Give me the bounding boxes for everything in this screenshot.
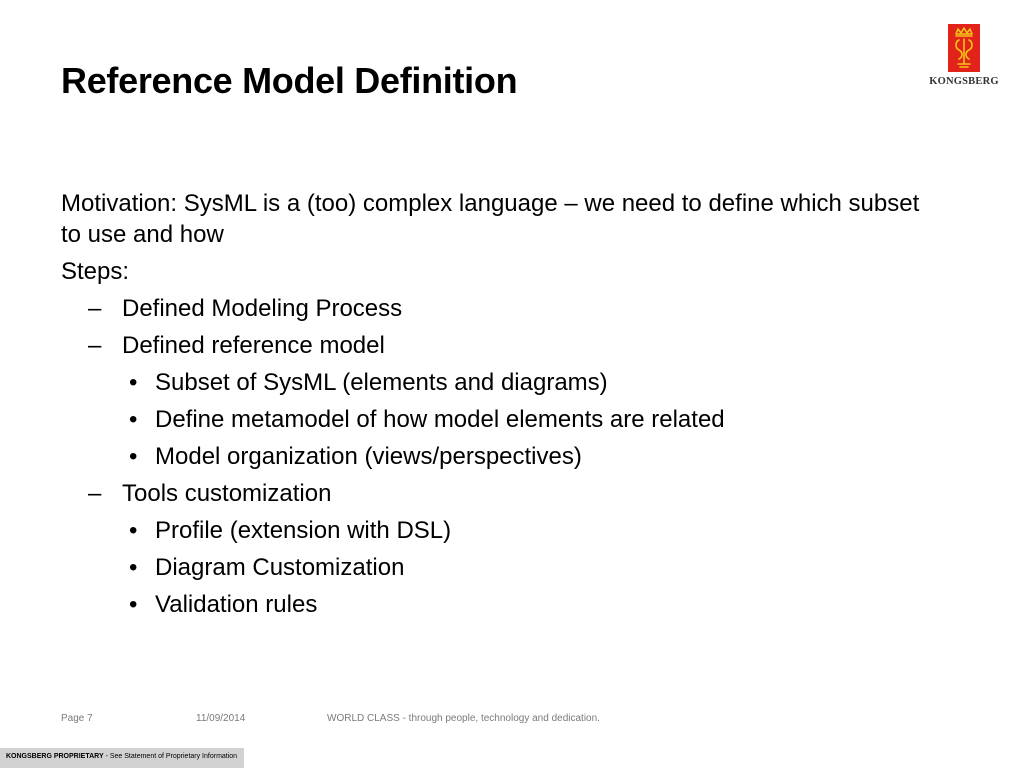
- footer-page-number: Page 7: [61, 713, 93, 724]
- dash-marker: –: [88, 295, 102, 322]
- logo-wordmark: KONGSBERG: [929, 76, 999, 87]
- list-item: [61, 478, 941, 620]
- sub-step-label: Validation rules: [155, 591, 318, 618]
- bullet-marker: •: [129, 406, 138, 433]
- list-item: [61, 293, 941, 324]
- step-label: Tools customization: [122, 480, 332, 507]
- list-item: [122, 404, 941, 435]
- step-label: Defined Modeling Process: [122, 295, 403, 322]
- step-label: Defined reference model: [122, 332, 385, 359]
- bullet-marker: •: [129, 591, 138, 618]
- sub-step-label: Diagram Customization: [155, 554, 405, 581]
- slide-title: Reference Model Definition: [61, 60, 518, 101]
- list-item: [61, 330, 941, 472]
- dash-marker: –: [88, 332, 102, 359]
- list-item: [122, 515, 941, 546]
- dash-marker: –: [88, 480, 102, 507]
- kongsberg-crown-emblem-icon: [948, 24, 980, 72]
- steps-list: [61, 293, 941, 620]
- steps-label: Steps:: [61, 258, 130, 285]
- kongsberg-logo: [928, 24, 1000, 94]
- bullet-marker: •: [129, 443, 138, 470]
- proprietary-statement: - See Statement of Proprietary Information: [103, 753, 238, 760]
- sub-step-label: Model organization (views/perspectives): [155, 443, 582, 470]
- proprietary-label: KONGSBERG PROPRIETARY: [6, 753, 104, 760]
- sub-steps-list: [122, 367, 941, 472]
- footer-tagline: WORLD CLASS - through people, technology and dedication.: [327, 713, 600, 724]
- bullet-marker: •: [129, 517, 138, 544]
- sub-step-label: Define metamodel of how model elements are related: [155, 406, 725, 433]
- slide-body: [61, 188, 941, 626]
- proprietary-bar: [0, 748, 244, 768]
- sub-step-label: Subset of SysML (elements and diagrams): [155, 369, 608, 396]
- footer-date: 11/09/2014: [196, 713, 246, 724]
- sub-step-label: Profile (extension with DSL): [155, 517, 452, 544]
- list-item: [122, 552, 941, 583]
- bullet-marker: •: [129, 554, 138, 581]
- bullet-marker: •: [129, 369, 138, 396]
- list-item: [122, 367, 941, 398]
- list-item: [122, 589, 941, 620]
- proprietary-notice: [6, 753, 237, 760]
- sub-steps-list: [122, 515, 941, 620]
- list-item: [122, 441, 941, 472]
- motivation-text: Motivation: SysML is a (too) complex language – we need to define which subset to use and how: [61, 190, 920, 248]
